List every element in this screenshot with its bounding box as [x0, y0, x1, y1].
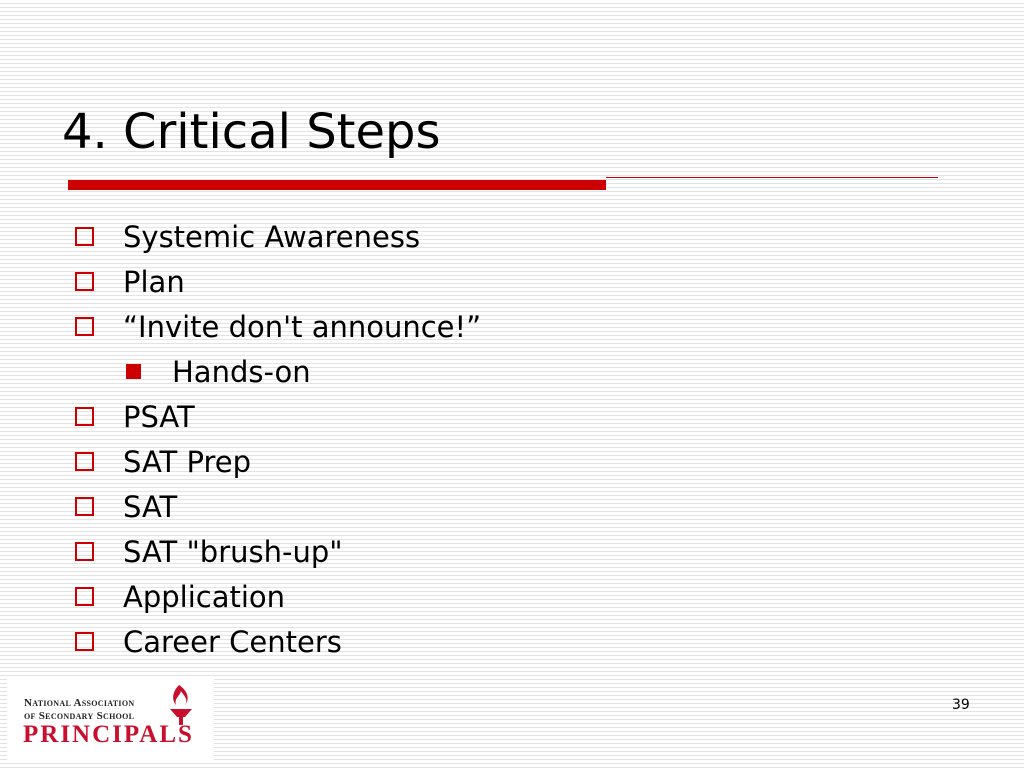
hollow-square-bullet-icon [75, 632, 94, 651]
hollow-square-bullet-icon [75, 587, 94, 606]
hollow-square-bullet-icon [75, 407, 94, 426]
nassp-logo [7, 677, 214, 762]
bullet-text: SAT [123, 489, 178, 524]
bullet-text: Application [123, 579, 286, 614]
page-number: 39 [952, 697, 970, 713]
bullet-text: Career Centers [123, 624, 342, 659]
hollow-square-bullet-icon [75, 542, 94, 561]
hollow-square-bullet-icon [75, 272, 94, 291]
bullet-text: SAT "brush-up" [123, 534, 343, 569]
logo-text-line1: National Association [24, 697, 135, 709]
bullet-text: “Invite don't announce!” [123, 309, 482, 344]
hollow-square-bullet-icon [75, 227, 94, 246]
bullet-text: Systemic Awareness [123, 219, 421, 254]
bullet-text: SAT Prep [123, 444, 251, 479]
hollow-square-bullet-icon [75, 497, 94, 516]
hollow-square-bullet-icon [75, 452, 94, 471]
bullet-text: Plan [123, 264, 185, 299]
logo-text-principals: PRINCIPALS [23, 721, 194, 748]
title-underline-thick [68, 180, 606, 190]
sub-bullet-text: Hands-on [172, 354, 311, 389]
slide-title: 4. Critical Steps [62, 104, 441, 160]
bullet-text: PSAT [123, 399, 195, 434]
torch-flame-icon [166, 683, 196, 725]
filled-square-bullet-icon [126, 364, 141, 379]
hollow-square-bullet-icon [75, 317, 94, 336]
title-underline-thin [606, 177, 938, 178]
logo-text-line2: of Secondary School [24, 710, 135, 722]
